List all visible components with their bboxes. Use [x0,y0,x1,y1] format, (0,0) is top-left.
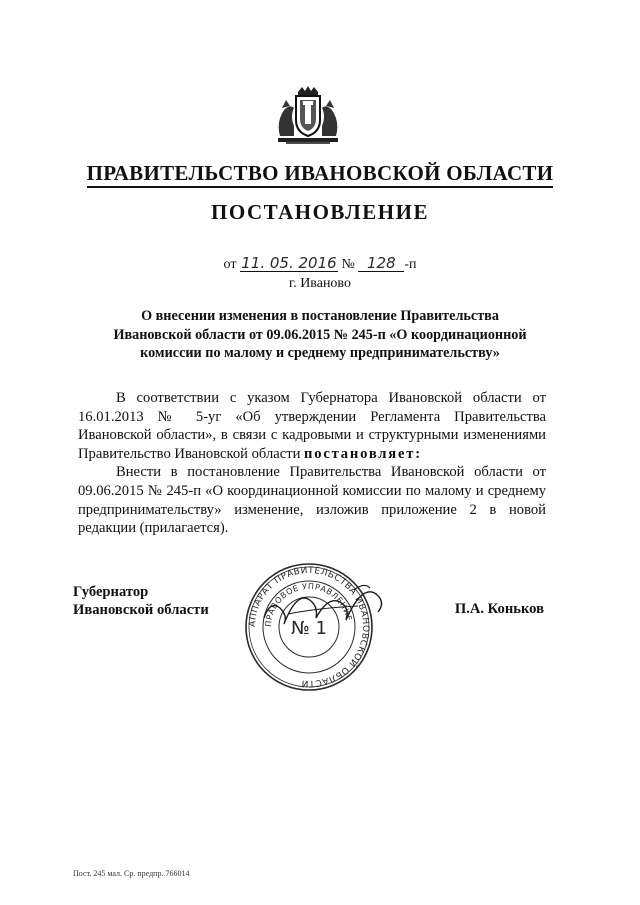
organization-title-text: ПРАВИТЕЛЬСТВО ИВАНОВСКОЙ ОБЛАСТИ [87,161,554,188]
signatory-name: П.А. Коньков [454,601,544,617]
city-line: г. Иваново [289,276,351,291]
handwritten-number: 128 [358,256,404,272]
ivanovo-coat-of-arms-icon [272,86,344,148]
signatory-position-line: Губернатор [73,584,149,600]
handwritten-date: 11. 05. 2016 [241,254,337,272]
organization-title [0,161,640,186]
body-paragraph-preamble [78,389,546,463]
body-paragraph-resolution: Внести в постановление Правительства Ивановской области от 09.06.2015 № 245-п «О координационной комиссии по малому и среднему предпринимательству» изменение, изложив приложение 2 в новой редакции (прилагается). [78,464,546,537]
handwritten-signature-icon [258,578,398,638]
document-body [78,389,546,538]
stamp-center-text: № 1 [291,618,327,639]
signatory-position [73,583,209,619]
number-suffix: -п [404,257,417,272]
preamble-text: В соответствии с указом Губернатора Ивановской области от 16.01.2013 № 5-уг «Об утверждении Регламента Правительства Ивановской области», в связи с кадровыми и структурными изменениями Правительство Ивановской области [78,390,546,462]
footer-reference: Пост. 245 мал. Ср. предпр. 766014 [73,869,190,878]
subject-line: комиссии по малому и среднему предпринимательству» [140,345,500,361]
date-prefix: от [223,257,237,272]
signatory-position-line: Ивановской области [73,602,209,618]
document-subject [90,307,550,363]
registration-line [0,256,640,273]
document-type-heading: ПОСТАНОВЛЕНИЕ [211,200,429,224]
subject-line: О внесении изменения в постановление Правительства [141,308,499,324]
stamp-inner-ring-text: ПРАВОВОЕ УПРАВЛЕНИЕ [263,581,354,628]
stamp-ring-text: АППАРАТ ПРАВИТЕЛЬСТВА ИВАНОВСКОЙ ОБЛАСТИ [247,565,371,689]
subject-line: Ивановской области от 09.06.2015 № 245-п «О координационной [113,326,527,343]
number-prefix: № [341,257,355,272]
resolves-keyword: постановляет: [304,445,422,462]
